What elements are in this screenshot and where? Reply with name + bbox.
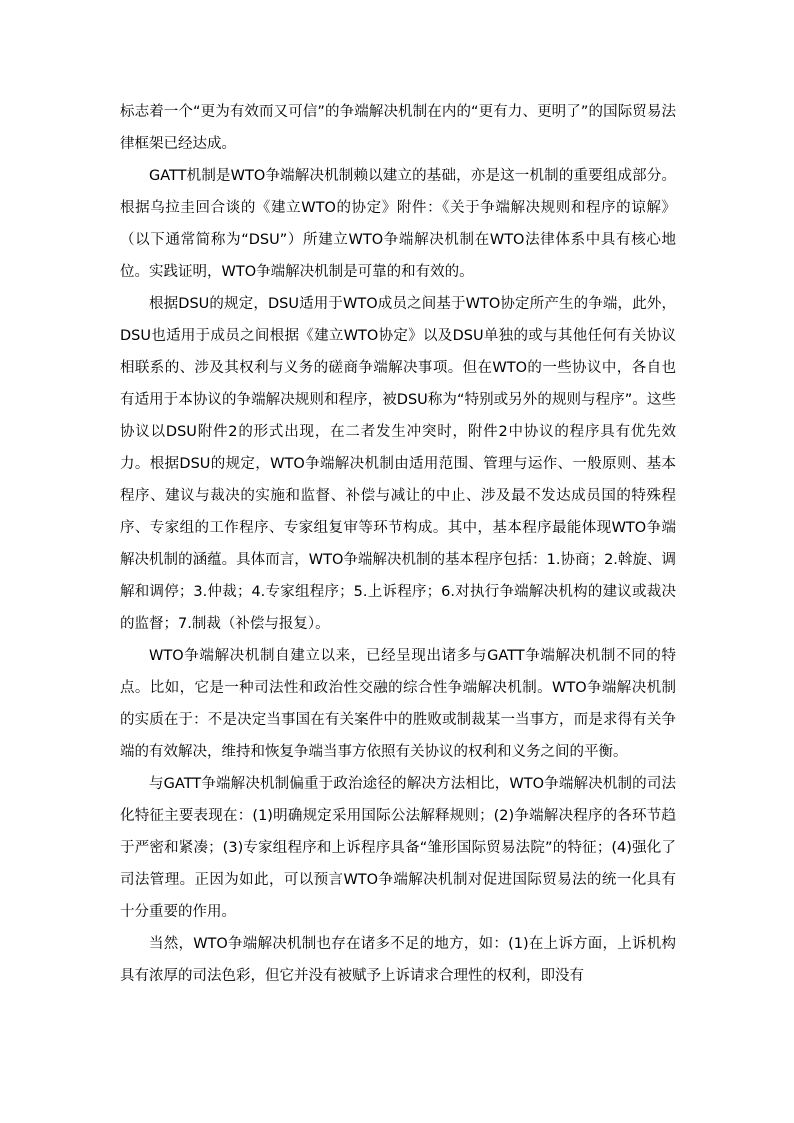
document-body	[120, 96, 676, 992]
paragraph-judicial-features: 与GATT争端解决机制偏重于政治途径的解决方法相比，WTO争端解决机制的司法化特征主要表现在：(1)明确规定采用国际公法解释规则；(2)争端解决程序的各环节趋于严密和紧凑；(3)专家组程序和上诉程序具备“雏形国际贸易法院”的特征；(4)强化了司法管理。正因为如此，可以预言WTO争端解决机制对促进国际贸易法的统一化具有十分重要的作用。	[120, 776, 676, 920]
paragraph-wto-features: WTO争端解决机制自建立以来，已经呈现出诸多与GATT争端解决机制不同的特点。比如，它是一种司法性和政治性交融的综合性争端解决机制。WTO争端解决机制的实质在于：不是决定当事国在有关案件中的胜败或制裁某一当事方，而是求得有关争端的有效解决，维持和恢复争端当事方依照有关协议的权利和义务之间的平衡。	[120, 648, 676, 760]
paragraph-continuation: 标志着一个“更为有效而又可信”的争端解决机制在内的“更有力、更明了”的国际贸易法律框架已经达成。	[120, 104, 676, 152]
paragraph-dsu-scope: 根据DSU的规定，DSU适用于WTO成员之间基于WTO协定所产生的争端，此外，DSU也适用于成员之间根据《建立WTO协定》以及DSU单独的或与其他任何有关协议相联系的、涉及其权利与义务的磋商争端解决事项。但在WTO的一些协议中，各自也有适用于本协议的争端解决规则和程序，被DSU称为“特别或另外的规则与程序”。这些协议以DSU附件2的形式出现，在二者发生冲突时，附件2中协议的程序具有优先效力。根据DSU的规定，WTO争端解决机制由适用范围、管理与运作、一般原则、基本程序、建议与裁决的实施和监督、补偿与减让的中止、涉及最不发达成员国的特殊程序、专家组的工作程序、专家组复审等环节构成。其中，基本程序最能体现WTO争端解决机制的涵蕴。具体而言，WTO争端解决机制的基本程序包括：1.协商；2.斡旋、调解和调停；3.仲裁；4.专家组程序；5.上诉程序；6.对执行争端解决机构的建议或裁决的监督；7.制裁（补偿与报复）。	[120, 296, 676, 632]
paragraph-shortcomings: 当然，WTO争端解决机制也存在诸多不足的地方，如：(1)在上诉方面，上诉机构具有浓厚的司法色彩，但它并没有被赋予上诉请求合理性的权利，即没有	[120, 936, 676, 984]
paragraph-gatt-basis: GATT机制是WTO争端解决机制赖以建立的基础，亦是这一机制的重要组成部分。根据乌拉圭回合谈的《建立WTO的协定》附件：《关于争端解决规则和程序的谅解》（以下通常简称为“DSU”）所建立WTO争端解决机制在WTO法律体系中具有核心地位。实践证明，WTO争端解决机制是可靠的和有效的。	[120, 168, 676, 280]
